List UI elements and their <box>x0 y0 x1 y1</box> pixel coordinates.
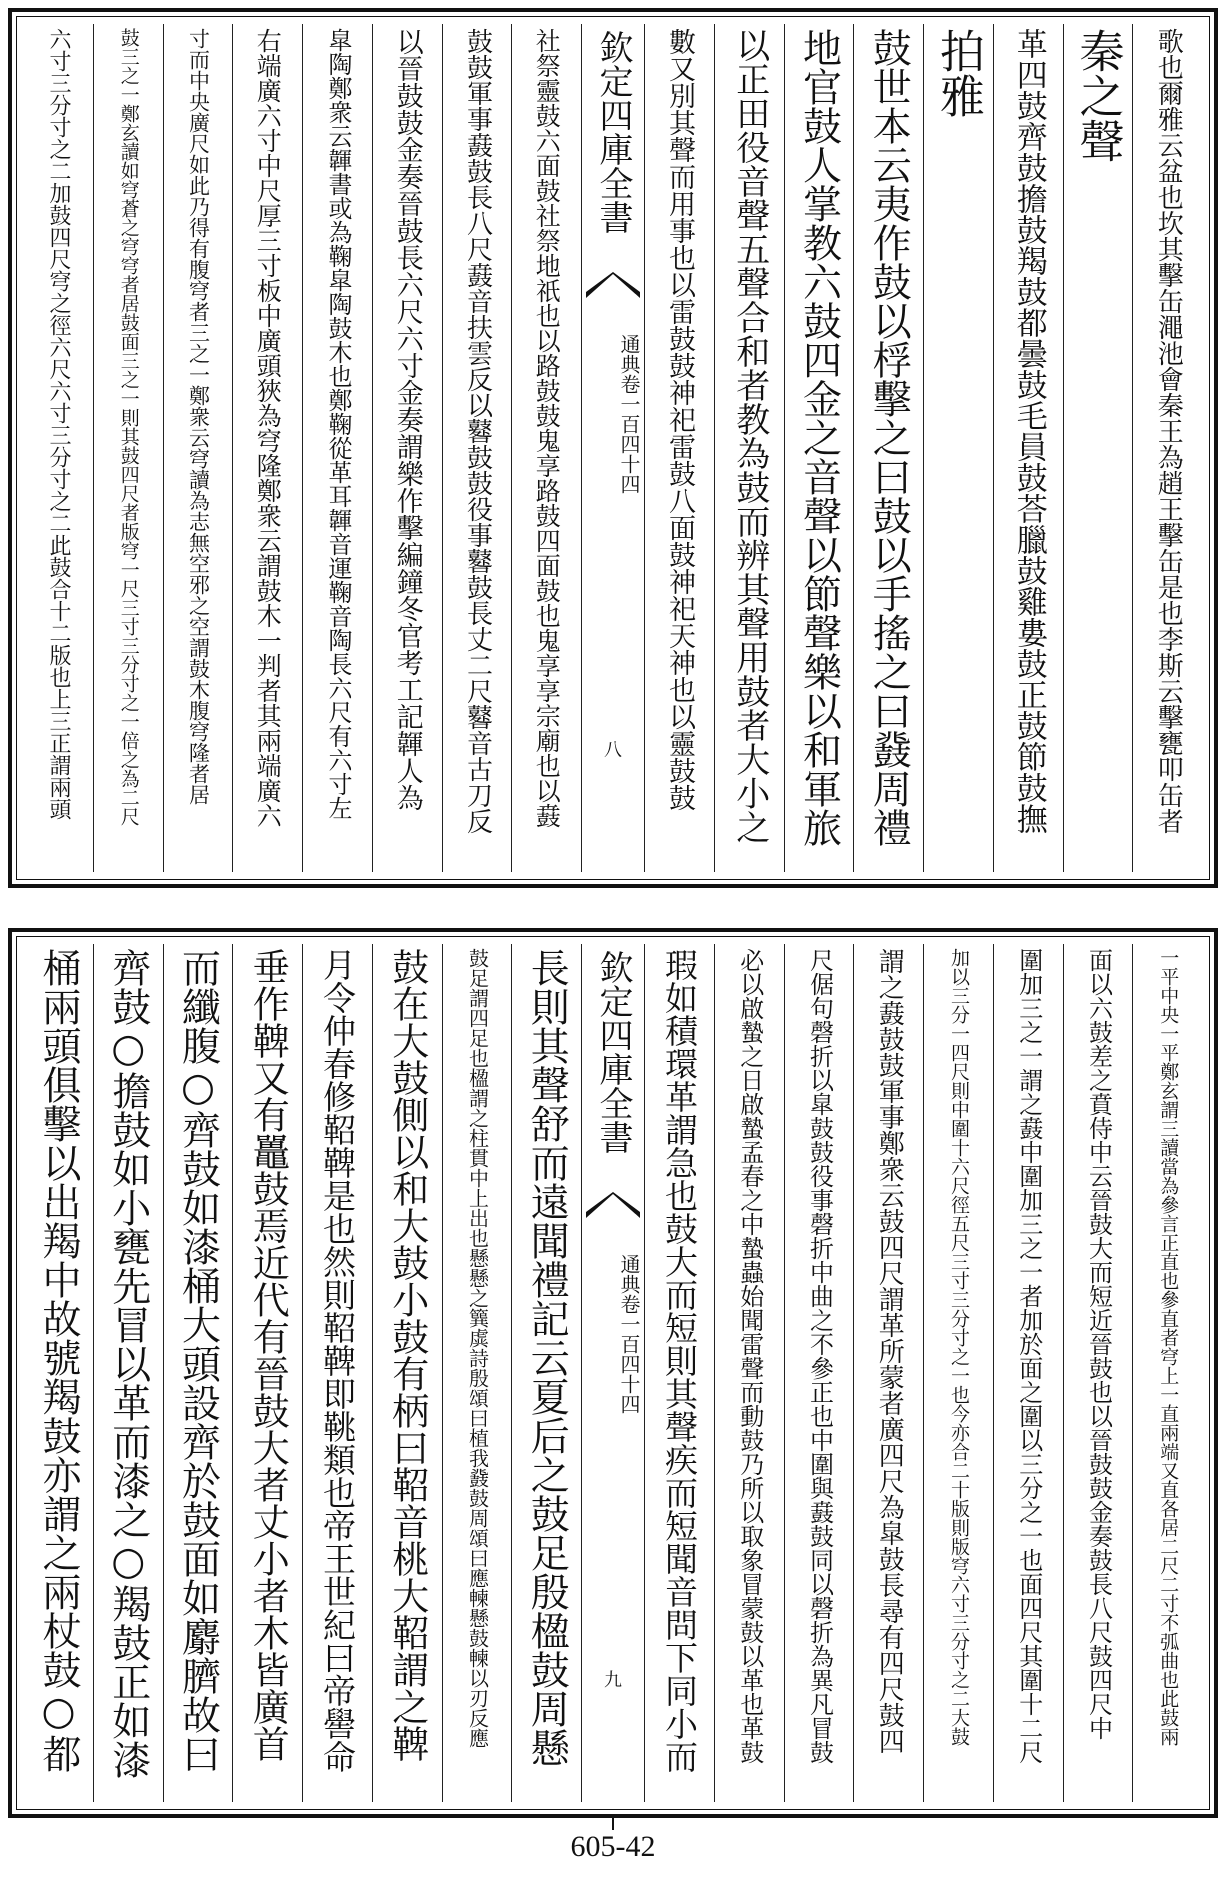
column-text: 尺倨句磬折以皐鼓鼓役事磬折中曲之不參正也中圍與鼖鼓同以磬折為異凡冒鼓 <box>805 948 834 1764</box>
fish-tail-mark-icon <box>586 272 640 298</box>
column-text: 必以啟蟄之日啟蟄孟春之中蟄蟲始聞雷聲而動鼓乃所以取象冒蒙鼓以革也革鼓 <box>735 948 764 1764</box>
center-fold-column <box>581 24 644 872</box>
column-text: 長則其聲舒而遠聞禮記云夏后之鼓足殷楹鼓周懸 <box>524 948 570 1767</box>
column-text: 鼓鼓軍事鼖鼓長八尺鼖音扶雲反以鼛鼓鼓役事鼛鼓長丈二尺鼛音古刀反 <box>462 28 493 834</box>
text-column <box>24 944 93 1802</box>
column-text: 一平中央一平鄭玄謂三讀當為參言正直也參直者穹上一直兩端又直各居二尺二寸不弧曲也此鼓兩 <box>1157 948 1180 1746</box>
page-code: 605-42 <box>570 1830 656 1863</box>
column-text: 齊鼓○擔鼓如小甕先冒以革而漆之○羯鼓正如漆 <box>105 948 151 1779</box>
column-text: 寸而中央廣尺如此乃得有腹穹者三之一鄭衆云穹讀為志無空邪之空謂鼓木腹穹隆者居 <box>186 28 211 805</box>
text-column <box>442 24 512 872</box>
text-column <box>302 944 372 1802</box>
column-text: 社祭靈鼓六面鼓社祭地祇也以路鼓鼓鬼享路鼓四面鼓也鬼享享宗廟也以鼖 <box>532 28 562 828</box>
text-column <box>442 944 512 1802</box>
text-column <box>511 944 581 1802</box>
text-column <box>511 24 581 872</box>
column-text: 鼓在大鼓側以和大鼓小鼓有柄曰鞀音桃大鞀謂之鞞 <box>385 948 429 1762</box>
book-title: 欽定四庫全書 <box>593 30 633 234</box>
column-text: 加以三分一四尺則中圍十六尺徑五尺三寸三分寸之一也今亦合二十版則版穹六寸三分寸之二大鼓 <box>948 948 970 1746</box>
text-column <box>163 944 233 1802</box>
text-column <box>93 944 163 1802</box>
text-column <box>232 944 302 1802</box>
text-column <box>163 24 233 872</box>
text-column <box>923 24 993 872</box>
text-column <box>1132 24 1202 872</box>
column-text: 六寸三分寸之二加鼓四尺穹之徑六尺六寸三分寸之二此鼓合十二版也上三正謂兩頭 <box>46 28 71 820</box>
column-text: 月令仲春修鞀鞞是也然則鞀鞞即鞉類也帝王世紀曰帝嚳命 <box>318 948 357 1773</box>
juan-label: 通典卷一百四十四 <box>617 334 641 494</box>
text-column <box>372 24 442 872</box>
text-column <box>644 24 714 872</box>
column-text: 革四鼓齊鼓擔鼓羯鼓都曇鼓毛員鼓荅臘鼓雞婁鼓正鼓節鼓撫 <box>1010 28 1047 834</box>
lower-page <box>8 928 1218 1818</box>
text-column <box>1063 944 1133 1802</box>
text-column <box>714 24 784 872</box>
text-column <box>853 944 923 1802</box>
text-column <box>993 944 1063 1802</box>
column-text: 垂作鞞又有鼉鼓焉近代有晉鼓大者丈小者木皆廣首 <box>246 948 290 1762</box>
text-column <box>1132 944 1202 1802</box>
book-title: 欽定四庫全書 <box>593 950 633 1154</box>
column-text: 面以六鼓差之賁侍中云晉鼓大而短近晉鼓也以晉鼓鼓金奏鼓長八尺鼓四尺中 <box>1084 948 1113 1740</box>
lower-page-columns <box>24 944 1202 1802</box>
leaf-number: 九 <box>604 1670 622 1691</box>
column-text: 而纖腹○齊鼓如漆桶大頭設齊於鼓面如麝臍故曰 <box>175 948 221 1773</box>
column-text: 鼓世本云夷作鼓以桴擊之曰鼓以手搖之曰鼗周禮 <box>866 28 912 847</box>
column-text: 拍雅 <box>932 28 985 118</box>
column-text: 歌也爾雅云盆也坎其擊缶澠池會秦王為趙王擊缶是也李斯云擊甕叩缶者 <box>1153 28 1184 834</box>
center-fold-column <box>581 944 644 1802</box>
text-column <box>302 24 372 872</box>
column-text: 桶兩頭俱擊以出羯中故號羯鼓亦謂之兩杖鼓○都 <box>36 948 81 1773</box>
text-column <box>993 24 1063 872</box>
upper-page-columns <box>24 24 1202 872</box>
text-column <box>1063 24 1133 872</box>
text-column <box>93 24 163 872</box>
text-column <box>784 24 854 872</box>
text-column <box>714 944 784 1802</box>
text-column <box>784 944 854 1802</box>
column-text: 皐陶鄭衆云韗書或為鞠皐陶鼓木也鄭鞠從革耳韗音運鞠音陶長六尺有六寸左 <box>324 28 352 820</box>
text-column <box>24 24 93 872</box>
upper-page <box>8 8 1218 888</box>
column-text: 以晉鼓鼓金奏晉鼓長六尺六寸金奏謂樂作擊編鐘冬官考工記韗人為 <box>391 28 423 811</box>
column-text: 地官鼓人掌教六鼓四金之音聲以節聲樂以和軍旅 <box>796 28 842 847</box>
column-text: 右端廣六寸中尺厚三寸板中廣頭狹為穹隆鄭衆云謂鼓木一判者其兩端廣六 <box>253 28 283 828</box>
text-column <box>644 944 714 1802</box>
column-text: 鼓足謂四足也楹謂之柱貫中上出也懸懸之簨虡詩殷頌曰植我鼗鼓周頌曰應朄懸鼓朄以刃反應 <box>465 948 490 1748</box>
text-column <box>232 24 302 872</box>
leaf-number: 八 <box>604 740 622 761</box>
text-column <box>372 944 442 1802</box>
column-text: 瑕如積環革謂急也鼓大而短則其聲疾而短聞音問下同小而 <box>660 948 699 1773</box>
fish-tail-mark-icon <box>586 1192 640 1218</box>
text-column <box>853 24 923 872</box>
column-text: 謂之鼖鼓鼓軍事鄭衆云鼓四尺謂革所蒙者廣四尺為皐鼓長尋有四尺鼓四 <box>874 948 905 1754</box>
column-text: 鼓三之一鄭玄讀如穹蒼之穹穹者居鼓面三之一則其鼓四尺者版穹一尺三寸三分寸之一倍之為二尺 <box>117 28 140 826</box>
column-text: 秦之聲 <box>1071 28 1125 163</box>
juan-label: 通典卷一百四十四 <box>617 1254 641 1414</box>
column-text: 以正田役音聲五聲合和者教為鼓而辨其聲用鼓者大小之 <box>729 28 770 844</box>
page-divider-tick <box>612 1818 614 1830</box>
text-column <box>923 944 993 1802</box>
column-text: 圍加三之一謂之鼖中圍加三之一者加於面之圍以三分之一也面四尺其圍十二尺 <box>1014 948 1043 1764</box>
column-text: 數又別其聲而用事也以雷鼓鼓神祀雷鼓八面鼓神祀天神也以靈鼓鼓 <box>664 28 695 811</box>
